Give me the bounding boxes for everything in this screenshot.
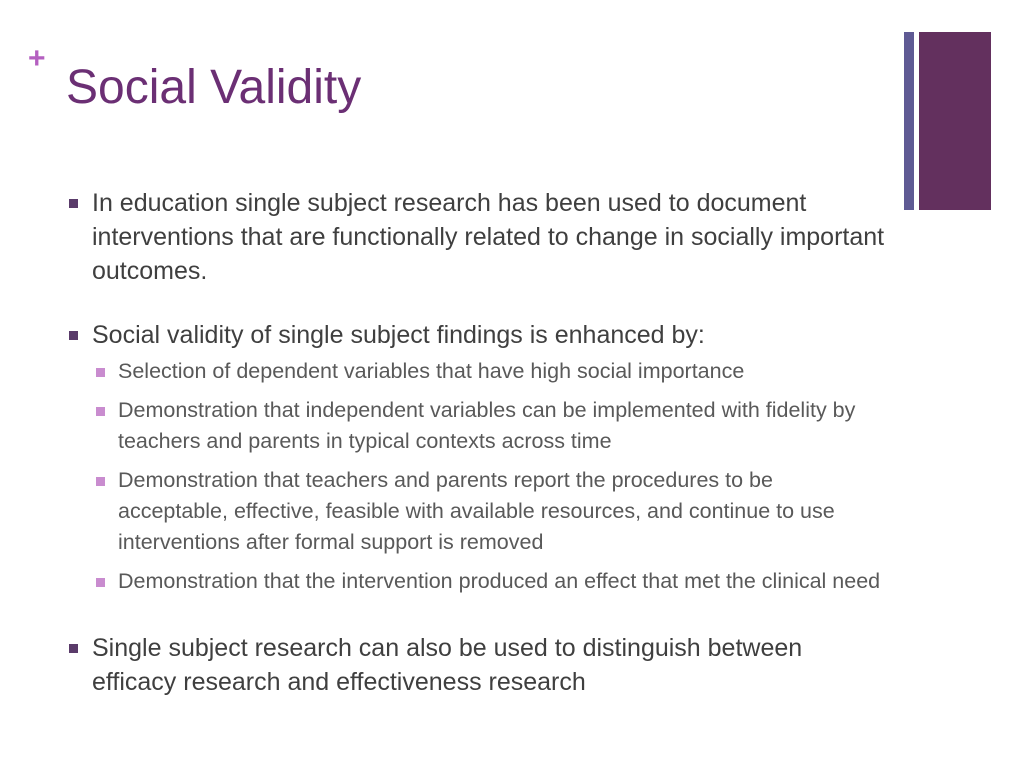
sub-bullet-item bbox=[92, 356, 886, 387]
bullet-item bbox=[66, 631, 886, 699]
square-bullet-icon bbox=[69, 331, 78, 340]
decorative-bar-thick bbox=[919, 32, 991, 210]
square-bullet-icon bbox=[69, 644, 78, 653]
bullet-item bbox=[66, 186, 886, 288]
decorative-bar-thin bbox=[904, 32, 914, 210]
square-bullet-icon bbox=[96, 368, 105, 377]
bullet-text: In education single subject research has been used to document interventions that are functionally related to change in socially important outcomes. bbox=[92, 189, 885, 285]
square-bullet-icon bbox=[96, 578, 105, 587]
sub-bullet-text: Demonstration that the intervention produced an effect that met the clinical need bbox=[118, 569, 881, 593]
square-bullet-icon bbox=[96, 407, 105, 416]
square-bullet-icon bbox=[96, 477, 105, 486]
sub-bullet-text: Demonstration that teachers and parents report the procedures to be acceptable, effective, feasible with available resources, and continue to use interventions after formal support is removed bbox=[118, 468, 835, 554]
plus-icon: + bbox=[28, 42, 46, 75]
bullet-text: Single subject research can also be used to distinguish between efficacy research and effectiveness research bbox=[92, 634, 803, 696]
slide-title: Social Validity bbox=[66, 61, 362, 114]
bullet-text: Social validity of single subject findings is enhanced by: bbox=[92, 321, 705, 349]
sub-bullet-text: Selection of dependent variables that have high social importance bbox=[118, 359, 745, 383]
bullet-item bbox=[66, 318, 886, 352]
square-bullet-icon bbox=[69, 199, 78, 208]
slide-body bbox=[66, 186, 886, 699]
sub-bullet-item bbox=[92, 465, 886, 558]
sub-bullet-item bbox=[92, 566, 886, 597]
sub-bullet-item bbox=[92, 395, 886, 457]
sub-bullet-text: Demonstration that independent variables can be implemented with fidelity by teachers and parents in typical contexts across time bbox=[118, 398, 856, 453]
sub-bullet-list bbox=[92, 356, 886, 597]
